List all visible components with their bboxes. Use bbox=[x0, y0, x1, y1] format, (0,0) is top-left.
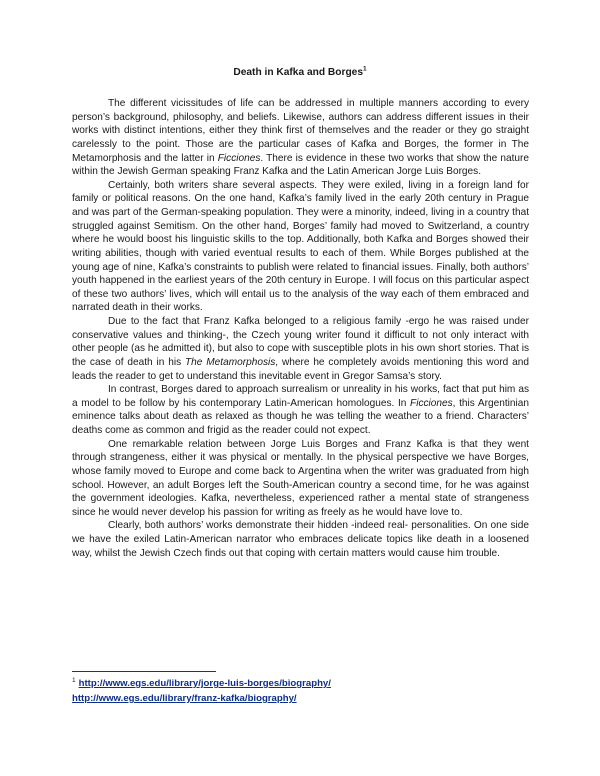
footnote bbox=[72, 676, 472, 706]
footnote-line-2 bbox=[72, 691, 472, 706]
paragraph-text: Due to the fact that Franz Kafka belonged to a religious family -ergo he was raised under conservative values and thinking-, the Czech young writer found it difficult to not only interact with other people (as he admitted it), but also to cope with susceptible plots in his own short stories. That is the case of death in his bbox=[72, 316, 529, 368]
paragraph-1 bbox=[72, 97, 529, 179]
paragraph-text: Clearly, both authors’ works demonstrate their hidden -indeed real- personalities. On one side we have the exiled Latin-American narrator who embraces delicate topics like death in a loosened way, whilst the Jewish Czech finds out that coping with certain matters would cause him trouble. bbox=[72, 520, 529, 559]
paragraph-5 bbox=[72, 438, 529, 520]
paragraph-text: One remarkable relation between Jorge Luis Borges and Franz Kafka is that they went through strangeness, either it was physical or mentally. In the physical perspective we have Borges, whose family moved to Europe and come back to Argentina when the writer was graduated from high school. However, an adult Borges left the South-American country a second time, for he was against the government ideologies. Kafka, nevertheless, experienced rather a mental state of strangeness since he would never develop his passion for writing as freely as he would have love to. bbox=[72, 438, 529, 518]
paragraph-6 bbox=[72, 519, 529, 560]
paragraph-3 bbox=[72, 315, 529, 383]
title-text: Death in Kafka and Borges bbox=[233, 67, 363, 78]
italic-title: Ficciones bbox=[410, 397, 453, 409]
footnote-link-borges[interactable]: http://www.egs.edu/library/jorge-luis-borges/biography/ bbox=[78, 678, 331, 689]
paragraph-text: . There is evidence in these two works that show the nature within the Jewish German speaking Franz Kafka and the Latin American Jorge Luis Borges. bbox=[72, 152, 529, 178]
footnote-link-kafka[interactable]: http://www.egs.edu/library/franz-kafka/biography/ bbox=[72, 693, 297, 704]
footnote-mark: 1 bbox=[72, 676, 76, 684]
paragraph-text: , where he completely avoids mentioning this word and leads the reader to get to understand this inevitable event in Gregor Samsa’s story. bbox=[72, 356, 529, 382]
paragraph-text: In contrast, Borges dared to approach surrealism or unreality in his works, fact that put him as a model to be follow by his contemporary Latin-American homologues. In bbox=[72, 384, 529, 409]
paragraph-text: The different vicissitudes of life can be addressed in multiple manners according to every person’s background, philosophy, and beliefs. Likewise, authors can address different issues in their works with distinct intentions, either they think first of themselves and the reader or they go straight carelessly to the point. Those are the particular cases of Kafka and Borges, the former in The Metamorphosis and the latter in bbox=[72, 98, 529, 164]
document-title bbox=[0, 67, 600, 78]
footnote-line-1 bbox=[72, 676, 472, 691]
paragraph-text: , this Argentinian eminence talks about death as relaxed as though he was telling the weather to a friend. Characters’ deaths come as common and frigid as the reader could not expect. bbox=[72, 397, 529, 436]
paragraph-2 bbox=[72, 179, 529, 315]
title-footnote-mark[interactable]: 1 bbox=[363, 65, 367, 73]
italic-title: Ficciones bbox=[217, 152, 261, 164]
footnote-divider bbox=[72, 671, 216, 672]
document-body bbox=[72, 97, 529, 560]
paragraph-4 bbox=[72, 383, 529, 438]
italic-title: The Metamorphosis bbox=[185, 356, 276, 368]
paragraph-text: Certainly, both writers share several aspects. They were exiled, living in a foreign land for family or political reasons. On the one hand, Kafka’s family lived in the early 20th century in Prague and was part of the German-speaking population. They were a minority, indeed, living in a country that struggled against Semitism. On the other hand, Borges’ family had moved to Switzerland, a country where he would boost his linguistic skills to the top. Additionally, both Kafka and Borges showed their writing abilities, though with varied eventual results to each of them. While Borges published at the young age of nine, Kafka’s constraints to publish were related to financial issues. Finally, both authors’ youth happened in the earliest years of the 20th century in Europe. I will focus on this particular aspect of these two authors’ lives, which will entail us to the analysis of the way each of them embraced and narrated death in their works. bbox=[72, 179, 529, 314]
